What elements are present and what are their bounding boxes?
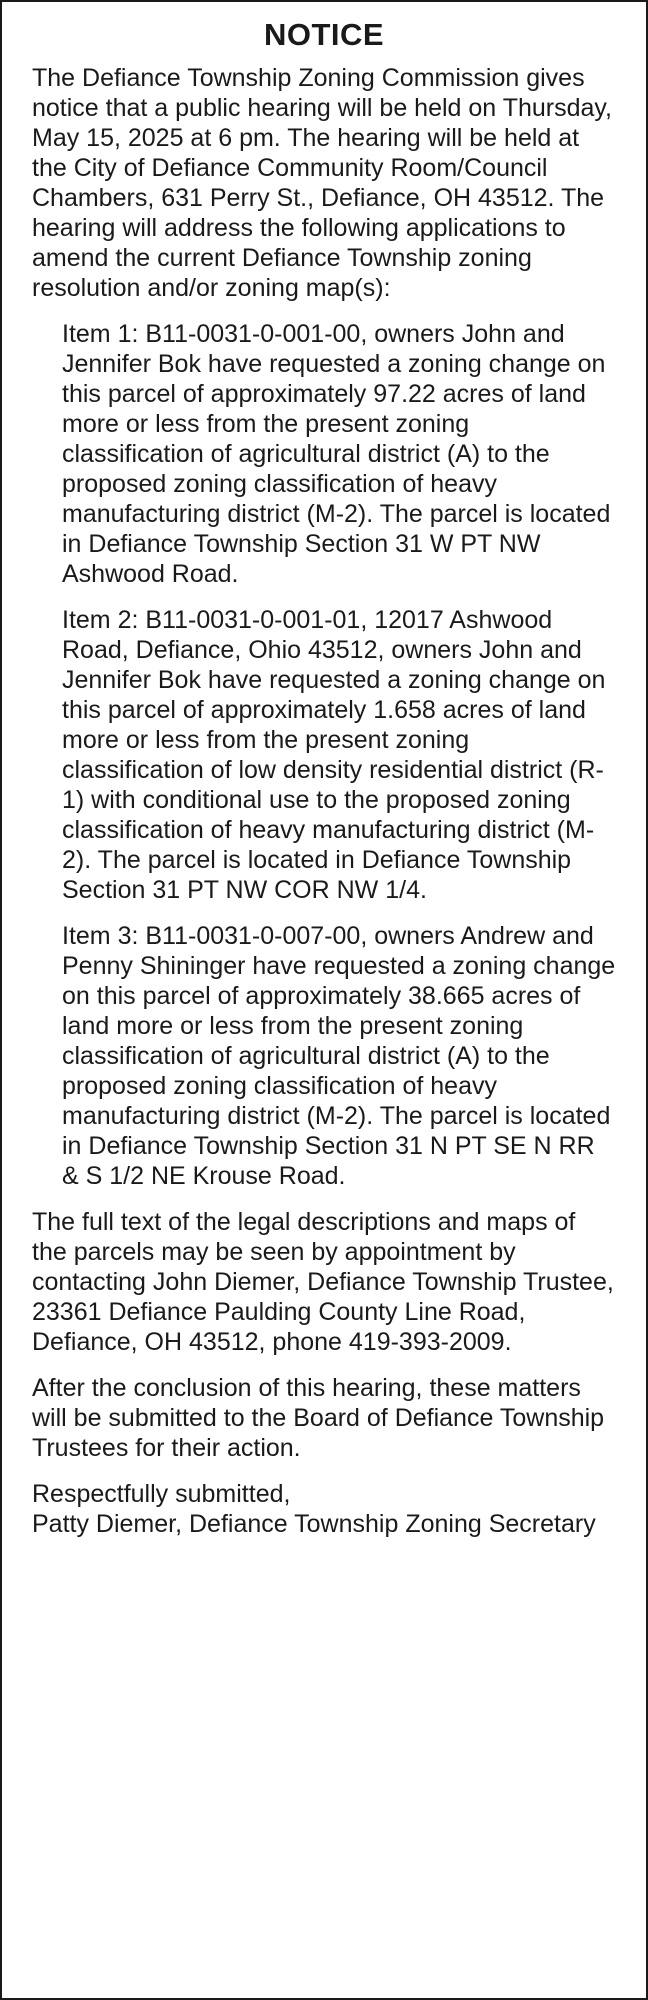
notice-title: NOTICE (263, 17, 385, 52)
signature-block (32, 1479, 616, 1539)
signature-line: Patty Diemer, Defiance Township Zoning Secretary (32, 1510, 596, 1539)
item-3-paragraph: Item 3: B11-0031-0-007-00, owners Andrew and Penny Shininger have requested a zoning change on this parcel of approximately 38.665 acres of land more or less from the present zoning classification of agricultural district (A) to the proposed zoning classification of heavy manufacturing district (M-2). The parcel is located in Defiance Township Section 31 N PT SE N RR & S 1/2 NE Krouse Road. (62, 922, 616, 1191)
item-2-paragraph: Item 2: B11-0031-0-001-01, 12017 Ashwood Road, Defiance, Ohio 43512, owners John and Jennifer Bok have requested a zoning change on this parcel of approximately 1.658 acres of land more or less from the present zoning classification of low density residential district (R-1) with conditional use to the proposed zoning classification of heavy manufacturing district (M-2). The parcel is located in Defiance Township Section 31 PT NW COR NW 1/4. (62, 606, 606, 905)
conclusion-paragraph: After the conclusion of this hearing, these matters will be submitted to the Board of Defiance Township Trustees for their action. (32, 1374, 605, 1463)
item-1-paragraph: Item 1: B11-0031-0-001-00, owners John and Jennifer Bok have requested a zoning change on this parcel of approximately 97.22 acres of land more or less from the present zoning classification of agricultural district (A) to the proposed zoning classification of heavy manufacturing district (M-2). The parcel is located in Defiance Township Section 31 W PT NW Ashwood Road. (62, 320, 611, 589)
legal-text-paragraph: The full text of the legal descriptions and maps of the parcels may be seen by appointment by contacting John Diemer, Defiance Township Trustee, 23361 Defiance Paulding County Line Road, Defiance, OH 43512, phone 419-393-2009. (32, 1208, 614, 1357)
intro-paragraph: The Defiance Township Zoning Commission gives notice that a public hearing will be held on Thursday, May 15, 2025 at 6 pm. The hearing will be held at the City of Defiance Community Room/Council Chambers, 631 Perry St., Defiance, OH 43512. The hearing will address the following applications to amend the current Defiance Township zoning resolution and/or zoning map(s): (32, 64, 612, 303)
closing-line: Respectfully submitted, (32, 1480, 291, 1509)
